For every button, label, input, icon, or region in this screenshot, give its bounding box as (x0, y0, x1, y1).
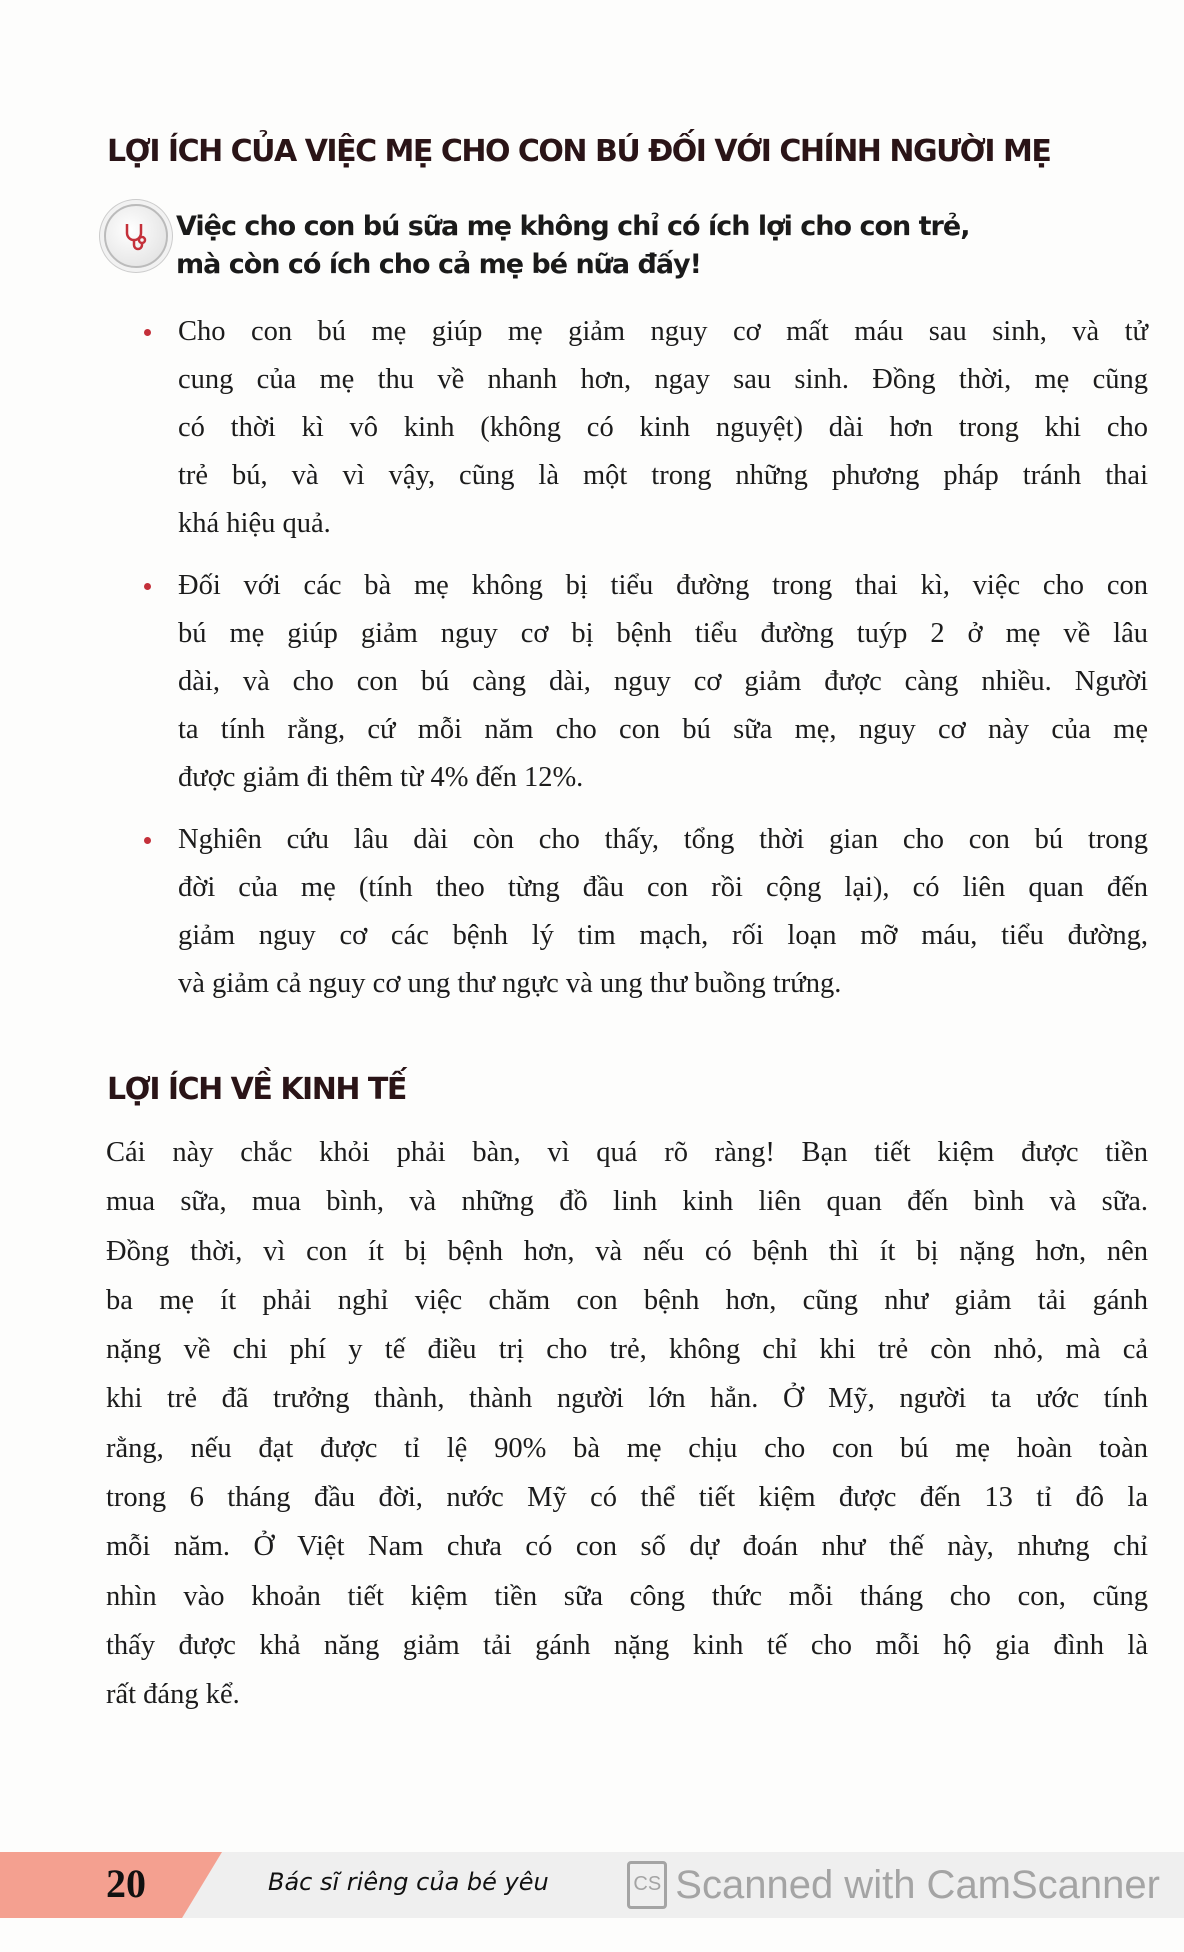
bullet-line: Nghiên cứu lâu dài còn cho thấy, tổng thời gian cho con bú trong (178, 824, 1148, 855)
bullet-dot-icon (144, 583, 151, 590)
paragraph-line: thấy được khả năng giảm tải gánh nặng kinh tế cho mỗi hộ gia đình là (106, 1629, 1148, 1661)
camscanner-watermark (627, 1857, 1160, 1913)
bullet-line: được giảm đi thêm từ 4% đến 12%. (178, 762, 584, 793)
paragraph-line: Đồng thời, vì con ít bị bệnh hơn, và nếu có bệnh thì ít bị nặng hơn, nên (106, 1235, 1148, 1267)
paragraph-line: rất đáng kể. (106, 1679, 240, 1711)
page-number: 20 (106, 1861, 146, 1906)
stethoscope-icon (104, 204, 168, 268)
bullet-line: bú mẹ giúp giảm nguy cơ bị bệnh tiểu đường tuýp 2 ở mẹ về lâu (178, 618, 1148, 649)
paragraph-line: nhìn vào khoản tiết kiệm tiền sữa công thức mỗi tháng cho con, cũng (106, 1580, 1148, 1612)
bullet-line: và giảm cả nguy cơ ung thư ngực và ung thư buồng trứng. (178, 968, 842, 999)
paragraph-line: khi trẻ đã trưởng thành, thành người lớn hẳn. Ở Mỹ, người ta ước tính (106, 1383, 1148, 1415)
bullet-item (178, 308, 1148, 548)
bullet-line: có thời kì vô kinh (không có kinh nguyệt) dài hơn trong khi cho (178, 412, 1148, 443)
watermark-text: Scanned with CamScanner (675, 1863, 1160, 1907)
bullet-line: giảm nguy cơ các bệnh lý tim mạch, rối loạn mỡ máu, tiểu đường, (178, 920, 1148, 951)
bullet-dot-icon (144, 837, 151, 844)
paragraph-line: mỗi năm. Ở Việt Nam chưa có con số dự đoán như thế này, nhưng chỉ (106, 1531, 1148, 1563)
bullet-line: đời của mẹ (tính theo từng đầu con rồi cộng lại), có liên quan đến (178, 872, 1148, 903)
paragraph-line: Cái này chắc khỏi phải bàn, vì quá rõ ràng! Bạn tiết kiệm được tiền (106, 1137, 1148, 1168)
bullet-line: dài, và cho con bú càng dài, nguy cơ giảm được càng nhiều. Người (178, 666, 1148, 697)
tip-callout (104, 204, 969, 284)
bullet-line: cung của mẹ thu về nhanh hơn, ngay sau sinh. Đồng thời, mẹ cũng (178, 364, 1148, 395)
paragraph-line: trong 6 tháng đầu đời, nước Mỹ có thể tiết kiệm được đến 13 tỉ đô la (106, 1482, 1148, 1514)
bullet-line: ta tính rằng, cứ mỗi năm cho con bú sữa mẹ, nguy cơ này của mẹ (178, 714, 1148, 745)
book-title: Bác sĩ riêng của bé yêu (268, 1868, 549, 1896)
bullet-list (178, 308, 1148, 1022)
bullet-item (178, 562, 1148, 802)
bullet-dot-icon (144, 329, 151, 336)
bullet-line: Cho con bú mẹ giúp mẹ giảm nguy cơ mất máu sau sinh, và tử (178, 316, 1148, 347)
bullet-line: khá hiệu quả. (178, 508, 331, 539)
tip-text (176, 208, 969, 284)
economic-paragraph (106, 1128, 1148, 1720)
bullet-line: Đối với các bà mẹ không bị tiểu đường trong thai kì, việc cho con (178, 570, 1148, 601)
paragraph-line: nặng về chi phí y tế điều trị cho trẻ, không chỉ khi trẻ còn nhỏ, mà cả (106, 1334, 1148, 1366)
paragraph-line: mua sữa, mua bình, và những đồ linh kinh liên quan đến bình và sữa. (106, 1186, 1148, 1218)
section-heading-economic-benefits: LỢI ÍCH VỀ KINH TẾ (107, 1072, 406, 1107)
tip-line: Việc cho con bú sữa mẹ không chỉ có ích lợi cho con trẻ, (176, 211, 970, 242)
bullet-item (178, 816, 1148, 1008)
camscanner-logo: CS (627, 1861, 667, 1909)
section-heading-mother-benefits: LỢI ÍCH CỦA VIỆC MẸ CHO CON BÚ ĐỐI VỚI CHÍNH NGƯỜI MẸ (107, 134, 1051, 169)
paragraph-line: ba mẹ ít phải nghỉ việc chăm con bệnh hơn, cũng như giảm tải gánh (106, 1284, 1148, 1316)
bullet-line: trẻ bú, và vì vậy, cũng là một trong những phương pháp tránh thai (178, 460, 1148, 491)
tip-line: mà còn có ích cho cả mẹ bé nữa đấy! (176, 249, 701, 280)
paragraph-line: rằng, nếu đạt được tỉ lệ 90% bà mẹ chịu cho con bú mẹ hoàn toàn (106, 1432, 1148, 1464)
